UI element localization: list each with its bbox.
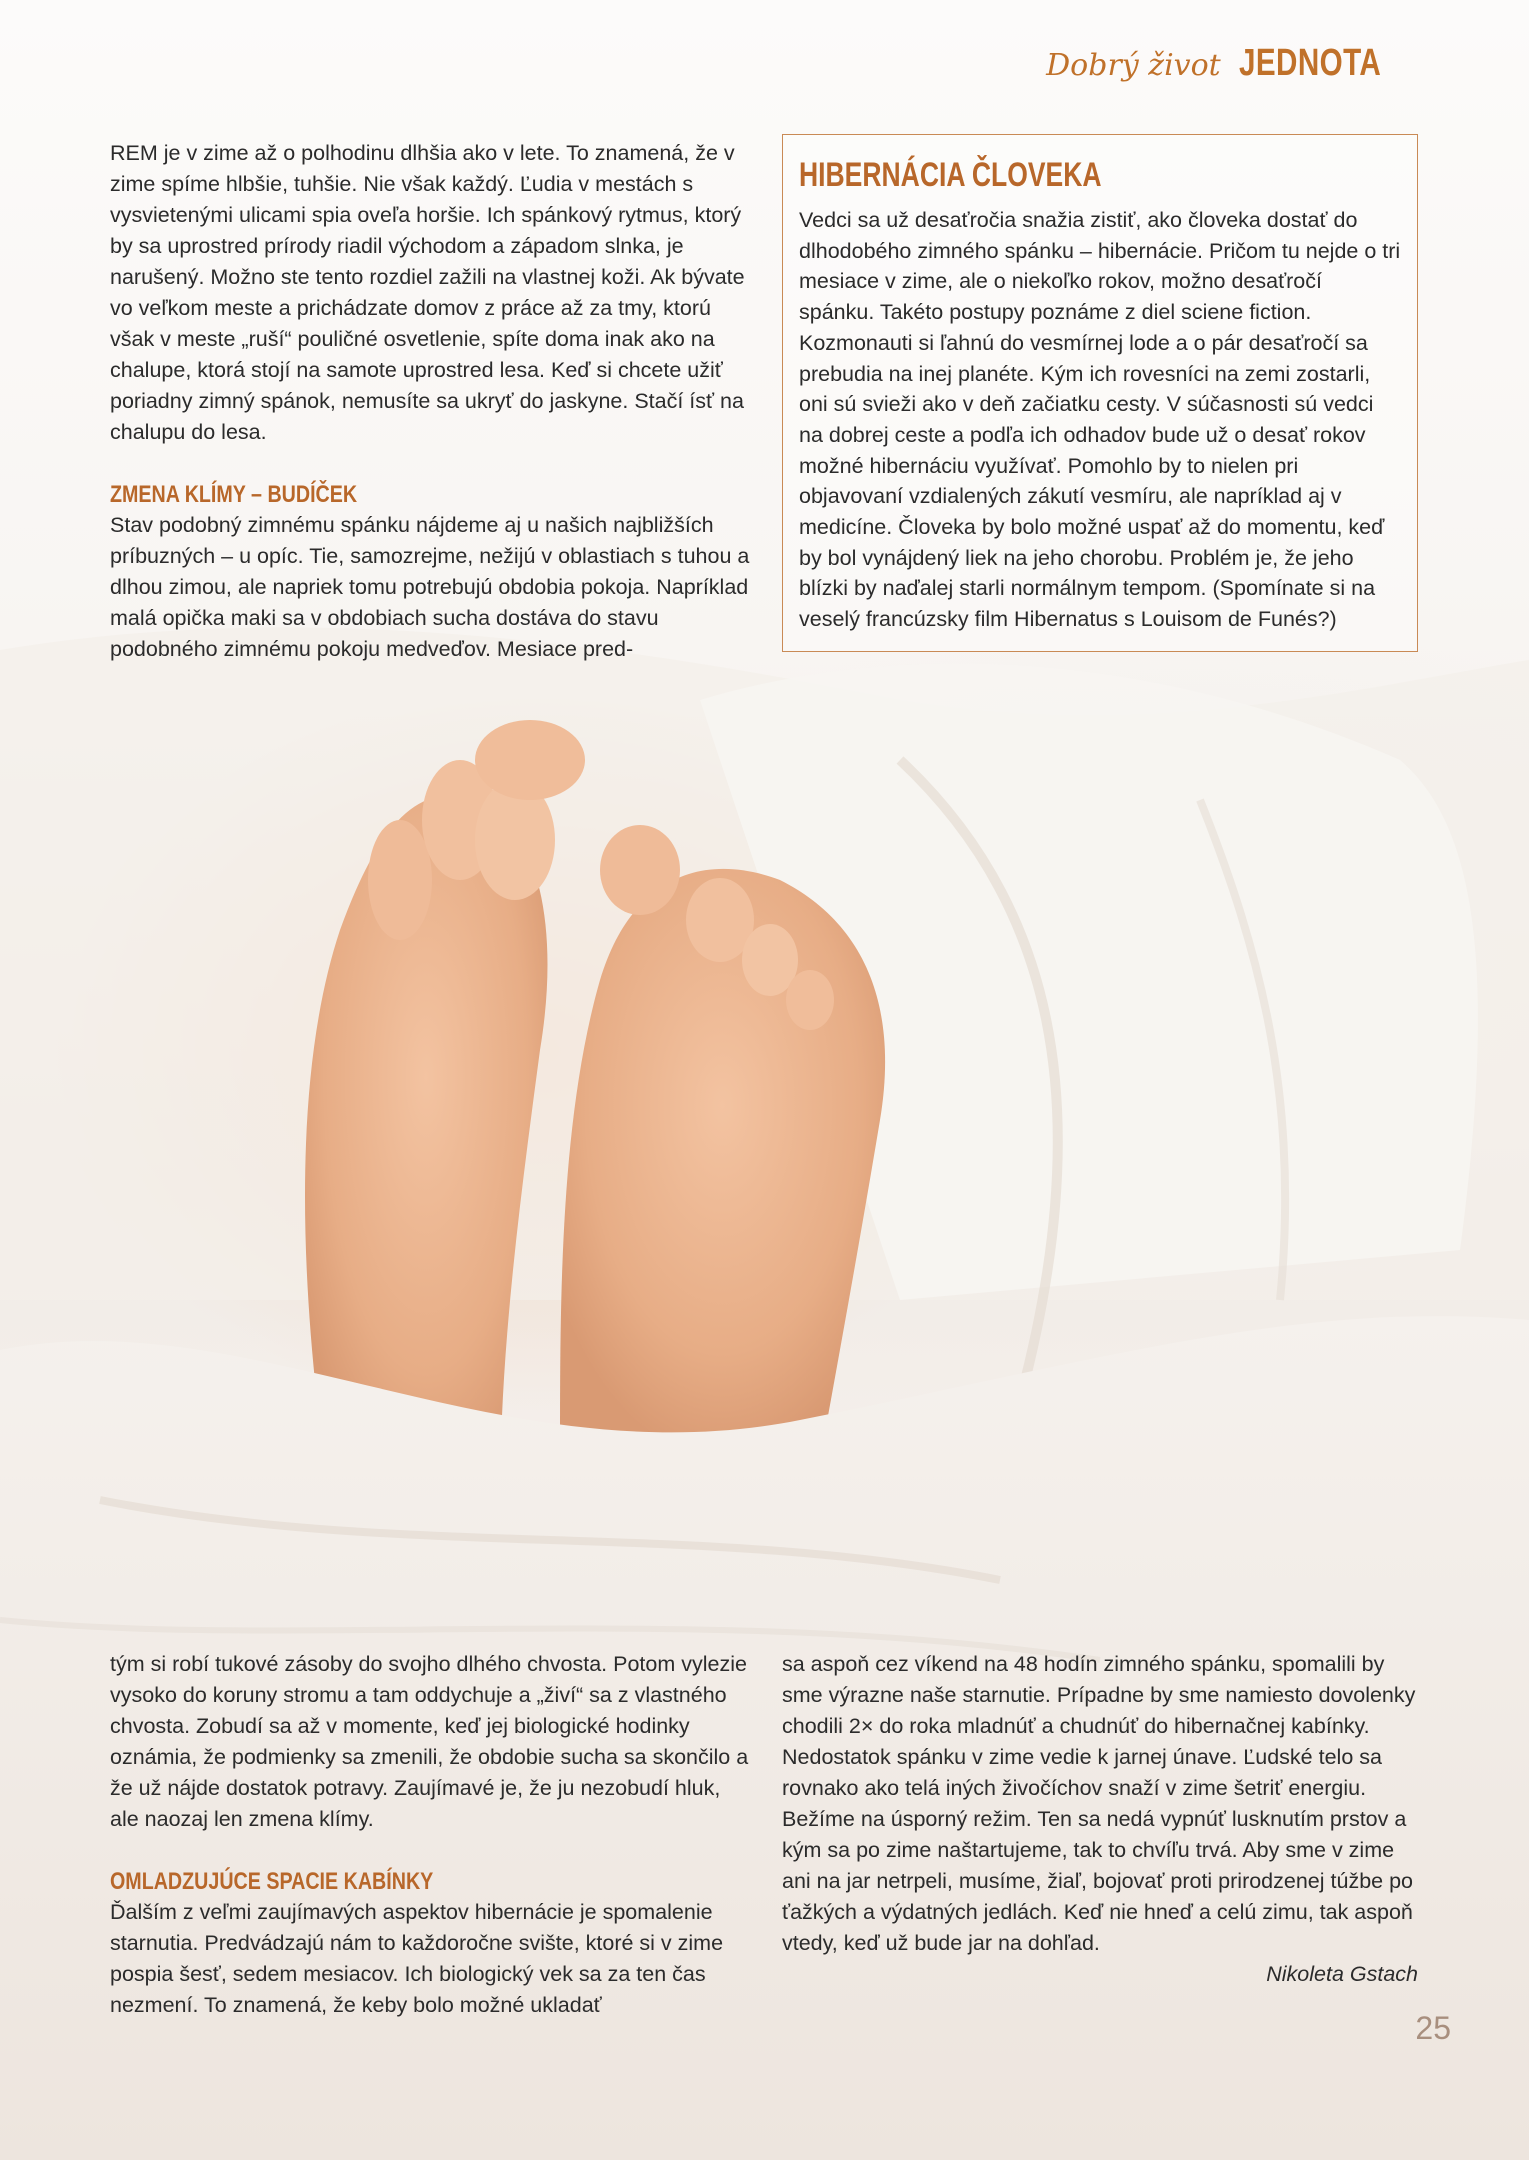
sidebar-text: Vedci sa už desaťročia snažia zistiť, ako človeka dostať do dlhodobého zimného spánku – hibernácie. Pričom tu nejde o tri mesiace v zime, ale o niekoľko rokov, možno desaťročí spánku. Takéto postupy poznáme z diel sciene fiction. Kozmonauti si ľahnú do vesmírnej lode a o pár desaťročí sa prebudia na inej planéte. Kým ich rovesníci na zemi zostarli, oni sú svieži ako v deň začiatku cesty. V súčasnosti sú vedci na dobrej ceste a podľa ich odhadov bude už o desať rokov možné hibernáciu využívať. Pomohlo by to nielen pri objavovaní vzdialených zákutí vesmíru, ale napríklad aj v medicíne. Človeka by bolo možné uspať až do momentu, keď by bol vynájdený liek na jeho chorobu. Problém je, že jeho blízki by naďalej starli normálnym tempom. (Spomínate si na veselý francúzsky film Hibernatus s Louisom de Funés?) — [799, 208, 1401, 632]
page-number: 25 — [1415, 2010, 1451, 2046]
top-left-column — [110, 138, 752, 665]
bottom-left-column — [110, 1649, 752, 2021]
sidebar-box — [782, 134, 1418, 652]
section-heading: OMLADZUJÚCE SPACIE KABÍNKY — [110, 1868, 434, 1895]
body-paragraph: Ďalším z veľmi zaujímavých aspektov hibernácie je spomalenie starnutia. Predvádzajú nám to každoročne svište, ktoré si v zime pospia šesť, sedem mesiacov. Ich biologický vek sa za ten čas nezmení. To znamená, že keby bolo možné ukladať — [110, 1900, 724, 2017]
bottom-right-column — [782, 1649, 1418, 1990]
body-paragraph: sa aspoň cez víkend na 48 hodín zimného spánku, spomalili by sme výrazne naše starnutie. Prípadne by sme namiesto dovolenky chodili 2× do roka mladnúť a chudnúť do hibernačnej kabínky. — [782, 1652, 1416, 1738]
header-brand-name: JEDNOTA — [1238, 42, 1381, 84]
body-paragraph: REM je v zime až o polhodinu dlhšia ako v lete. To znamená, že v zime spíme hlbšie, tuhšie. Nie však každý. Ľudia v mestách s vysvietenými ulicami spia oveľa horšie. Ich spánkový rytmus, ktorý by sa uprostred prírody riadil východom a západom slnka, je narušený. Možno ste tento rozdiel zažili na vlastnej koži. Ak bývate vo veľkom meste a prichádzate domov z práce až za tmy, ktorú však v meste „ruší“ pouličné osvetlenie, spíte doma inak ako na chalupe, ktorá stojí na samote uprostred lesa. Keď si chcete užiť poriadny zimný spánok, nemusíte sa ukryť do jaskyne. Stačí ísť na chalupu do lesa. — [110, 141, 745, 444]
section-heading: ZMENA KLÍMY – BUDÍČEK — [110, 481, 358, 508]
author-signature: Nikoleta Gstach — [1266, 1962, 1418, 1986]
header-script-title: Dobrý život — [1046, 48, 1221, 83]
magazine-header — [1046, 42, 1421, 85]
body-paragraph: Stav podobný zimnému spánku nájdeme aj u našich najbližších príbuzných – u opíc. Tie, samozrejme, nežijú v oblastiach s tuhou a dlhou zimou, ale napriek tomu potrebujú obdobia pokoja. Napríklad malá opička maki sa v obdobiach sucha dostáva do stavu podobného zimnému pokoju medveďov. Mesiace pred- — [110, 513, 750, 661]
body-paragraph: Nedostatok spánku v zime vedie k jarnej únave. Ľudské telo sa rovnako ako telá iných živočíchov snaží v zime šetriť energiu. Bežíme na úsporný režim. Ten sa nedá vypnúť lusknutím prstov a kým sa po zime naštartujeme, tak to chvíľu trvá. Aby sme v zime ani na jar netrpeli, musíme, žiaľ, bojovať proti prirodzenej túžbe po ťažkých a výdatných jedlách. Keď nie hneď a celú zimu, tak aspoň vtedy, keď už bude jar na dohľad. — [782, 1745, 1413, 1955]
body-paragraph: tým si robí tukové zásoby do svojho dlhého chvosta. Potom vylezie vysoko do koruny stromu a tam oddychuje a „živí“ sa z vlastného chvosta. Zobudí sa až v momente, keď jej biologické hodinky oznámia, že podmienky sa zmenili, že obdobie sucha sa skončilo a že už nájde dostatok potravy. Zaujímavé je, že ju nezobudí hluk, ale naozaj len zmena klímy. — [110, 1652, 749, 1831]
sidebar-title: HIBERNÁCIA ČLOVEKA — [799, 156, 1102, 194]
